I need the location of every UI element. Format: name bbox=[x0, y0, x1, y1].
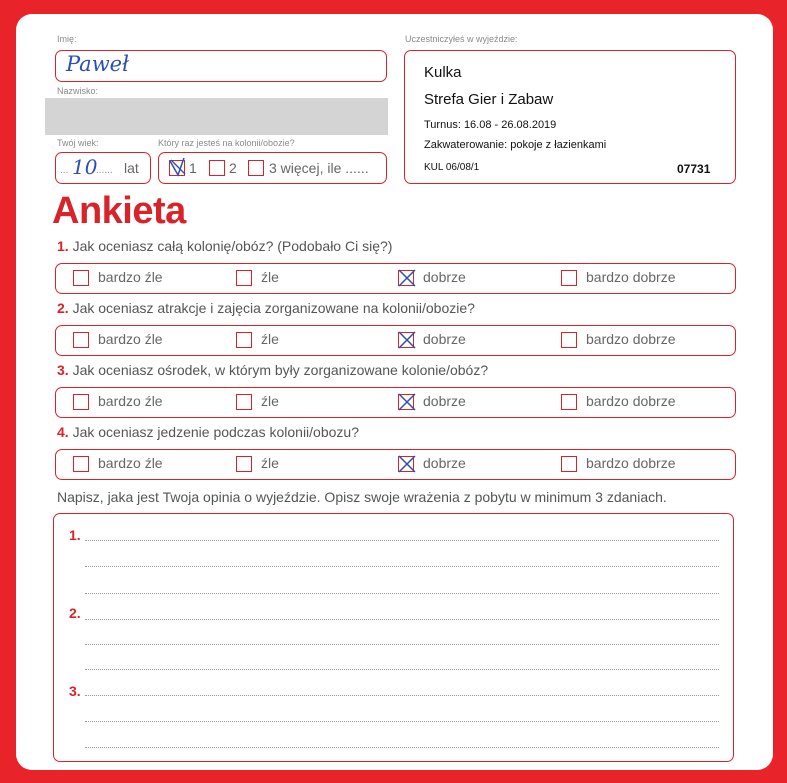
q3-option-label: bardzo dobrze bbox=[586, 393, 676, 409]
q1-option-label: bardzo źle bbox=[98, 269, 163, 285]
question-number: 4. bbox=[57, 424, 69, 440]
q3-option-checkbox[interactable] bbox=[236, 394, 252, 410]
participant-label: Uczestniczyłeś w wyjeździe: bbox=[405, 34, 518, 44]
q3-option-checkbox[interactable] bbox=[561, 394, 577, 410]
times-2-checkbox[interactable] bbox=[209, 160, 225, 176]
age-label: Twój wiek: bbox=[57, 138, 99, 148]
page-title: Ankieta bbox=[52, 190, 186, 232]
name-value: Paweł bbox=[66, 52, 129, 76]
q2-option-label: bardzo źle bbox=[98, 331, 163, 347]
q1-option-label: dobrze bbox=[423, 269, 466, 285]
q2-option-label: bardzo dobrze bbox=[586, 331, 676, 347]
camp-name: Kulka bbox=[424, 64, 462, 81]
q3-option-label: źle bbox=[261, 393, 279, 409]
surname-redacted bbox=[45, 98, 388, 135]
times-label: Który raz jesteś na kolonii/obozie? bbox=[158, 138, 295, 148]
checkmark-icon bbox=[397, 454, 417, 474]
q4-option-checkbox[interactable] bbox=[73, 456, 89, 472]
q4-option-label: źle bbox=[261, 455, 279, 471]
checkmark-icon bbox=[397, 268, 417, 288]
times-1-label: 1 bbox=[189, 160, 197, 176]
age-dots-right: ...... bbox=[96, 165, 113, 176]
q2-option-checkbox[interactable] bbox=[236, 332, 252, 348]
camp-program: Strefa Gier i Zabaw bbox=[424, 91, 554, 108]
writing-line bbox=[85, 644, 719, 645]
writing-line bbox=[85, 747, 719, 748]
q2-option-checkbox[interactable] bbox=[73, 332, 89, 348]
age-value: 10 bbox=[72, 155, 98, 179]
writing-line bbox=[85, 721, 719, 722]
q1-option-checkbox[interactable] bbox=[561, 270, 577, 286]
name-label: Imię: bbox=[57, 34, 77, 44]
q3-option-label: dobrze bbox=[423, 393, 466, 409]
age-field[interactable] bbox=[55, 152, 151, 184]
question-number: 3. bbox=[57, 362, 69, 378]
q1-option-checkbox[interactable] bbox=[236, 270, 252, 286]
writing-line bbox=[85, 669, 719, 670]
question-text: Jak oceniasz całą kolonię/obóz? (Podobało Ci się?) bbox=[72, 238, 393, 254]
opinion-number: 2. bbox=[69, 605, 81, 621]
opinion-number: 3. bbox=[69, 683, 81, 699]
name-field[interactable] bbox=[55, 50, 387, 82]
times-1-checkbox[interactable] bbox=[169, 160, 185, 176]
times-field bbox=[158, 152, 387, 184]
writing-line bbox=[85, 593, 719, 594]
question-number: 1. bbox=[57, 238, 69, 254]
checkmark-icon bbox=[397, 330, 417, 350]
q3-option-checkbox[interactable] bbox=[398, 394, 414, 410]
checkmark-icon bbox=[168, 158, 188, 178]
q4-option-label: bardzo dobrze bbox=[586, 455, 676, 471]
q4-option-label: bardzo źle bbox=[98, 455, 163, 471]
question-text: Jak oceniasz atrakcje i zajęcia zorganizowane na kolonii/obozie? bbox=[72, 300, 475, 316]
accommodation: Zakwaterowanie: pokoje z łazienkami bbox=[424, 139, 607, 151]
question-4 bbox=[57, 424, 359, 440]
question-text: Jak oceniasz jedzenie podczas kolonii/obozu? bbox=[72, 424, 359, 440]
participant-box bbox=[404, 50, 736, 184]
q1-option-label: źle bbox=[261, 269, 279, 285]
writing-line bbox=[85, 619, 719, 620]
question-2 bbox=[57, 300, 475, 316]
opinion-box[interactable] bbox=[53, 513, 734, 762]
q3-option-checkbox[interactable] bbox=[73, 394, 89, 410]
q1-option-checkbox[interactable] bbox=[73, 270, 89, 286]
writing-line bbox=[85, 540, 719, 541]
writing-line bbox=[85, 566, 719, 567]
question-text: Jak oceniasz ośrodek, w którym były zorganizowane kolonie/obóz? bbox=[72, 362, 489, 378]
question-number: 2. bbox=[57, 300, 69, 316]
q2-option-checkbox[interactable] bbox=[398, 332, 414, 348]
opinion-number: 1. bbox=[69, 527, 81, 543]
opinion-prompt: Napisz, jaka jest Twoja opinia o wyjeździe. Opisz swoje wrażenia z pobytu w minimum 3 zdaniach. bbox=[57, 489, 667, 505]
question-3 bbox=[57, 362, 488, 378]
age-unit: lat bbox=[124, 160, 139, 176]
q2-option-label: dobrze bbox=[423, 331, 466, 347]
camp-code: KUL 06/08/1 bbox=[424, 162, 480, 173]
times-3-checkbox[interactable] bbox=[248, 160, 264, 176]
q4-option-checkbox[interactable] bbox=[236, 456, 252, 472]
q4-option-checkbox[interactable] bbox=[398, 456, 414, 472]
q3-option-label: bardzo źle bbox=[98, 393, 163, 409]
q2-option-label: źle bbox=[261, 331, 279, 347]
times-3-label: 3 więcej, ile ...... bbox=[269, 160, 369, 176]
turnus: Turnus: 16.08 - 26.08.2019 bbox=[424, 119, 557, 131]
q1-option-checkbox[interactable] bbox=[398, 270, 414, 286]
question-1 bbox=[57, 238, 392, 254]
age-dots-left: ... bbox=[60, 165, 69, 176]
q4-option-checkbox[interactable] bbox=[561, 456, 577, 472]
checkmark-icon bbox=[397, 392, 417, 412]
surname-label: Nazwisko: bbox=[57, 86, 99, 96]
writing-line bbox=[85, 695, 719, 696]
q2-option-checkbox[interactable] bbox=[561, 332, 577, 348]
form-number: 07731 bbox=[677, 162, 711, 176]
q4-option-label: dobrze bbox=[423, 455, 466, 471]
times-2-label: 2 bbox=[229, 160, 237, 176]
q1-option-label: bardzo dobrze bbox=[586, 269, 676, 285]
